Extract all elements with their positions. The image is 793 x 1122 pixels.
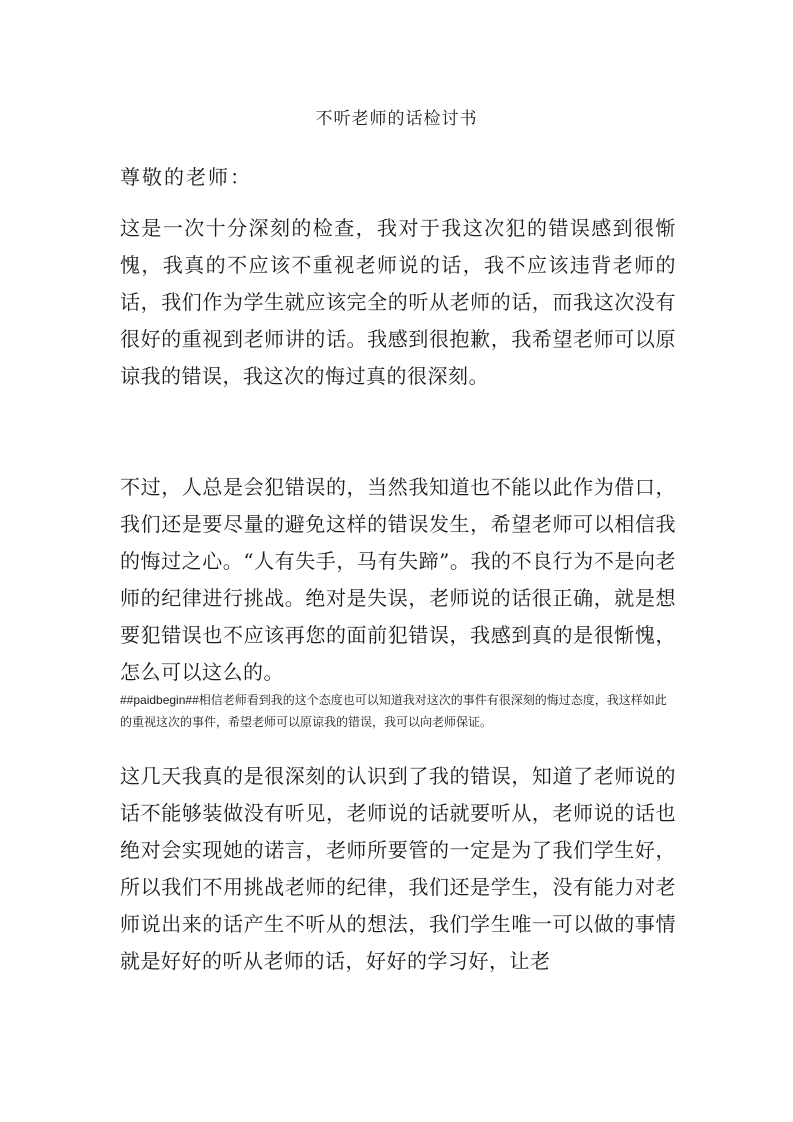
body-paragraph-2: 不过，人总是会犯错误的，当然我知道也不能以此作为借口，我们还是要尽量的避免这样的错误发生，希望老师可以相信我的悔过之心。“人有失手，马有失蹄”。我的不良行为不是向老师的纪律进行挑战。绝对是失误，老师说的话很正确，就是想要犯错误也不应该再您的面前犯错误，我感到真的是很惭愧，怎么可以这么的。 [120,475,676,684]
paid-text: 相信老师看到我的这个态度也可以知道我对这次的事件有很深刻的悔过态度，我这样如此的重视这次的事件，希望老师可以原谅我的错误，我可以向老师保证。 [120,693,667,729]
page-title: 不听老师的话检讨书 [315,109,478,129]
paid-section [120,689,676,733]
body-paragraph-1: 这是一次十分深刻的检查，我对于我这次犯的错误感到很惭愧，我真的不应该不重视老师说的话，我不应该违背老师的话，我们作为学生就应该完全的听从老师的话，而我这次没有很好的重视到老师讲的话。我感到很抱歉，我希望老师可以原谅我的错误，我这次的悔过真的很深刻。 [120,216,676,388]
salutation: 尊敬的老师： [120,165,252,189]
body-paragraph-3: 这几天我真的是很深刻的认识到了我的错误，知道了老师说的话不能够装做没有听见，老师说的话就要听从，老师说的话也绝对会实现她的诺言，老师所要管的一定是为了我们学生好，所以我们不用挑战老师的纪律，我们还是学生，没有能力对老师说出来的话产生不听从的想法，我们学生唯一可以做的事情就是好好的听从老师的话，好好的学习好，让老 [120,764,676,973]
paid-marker: ##paidbegin## [120,693,199,707]
